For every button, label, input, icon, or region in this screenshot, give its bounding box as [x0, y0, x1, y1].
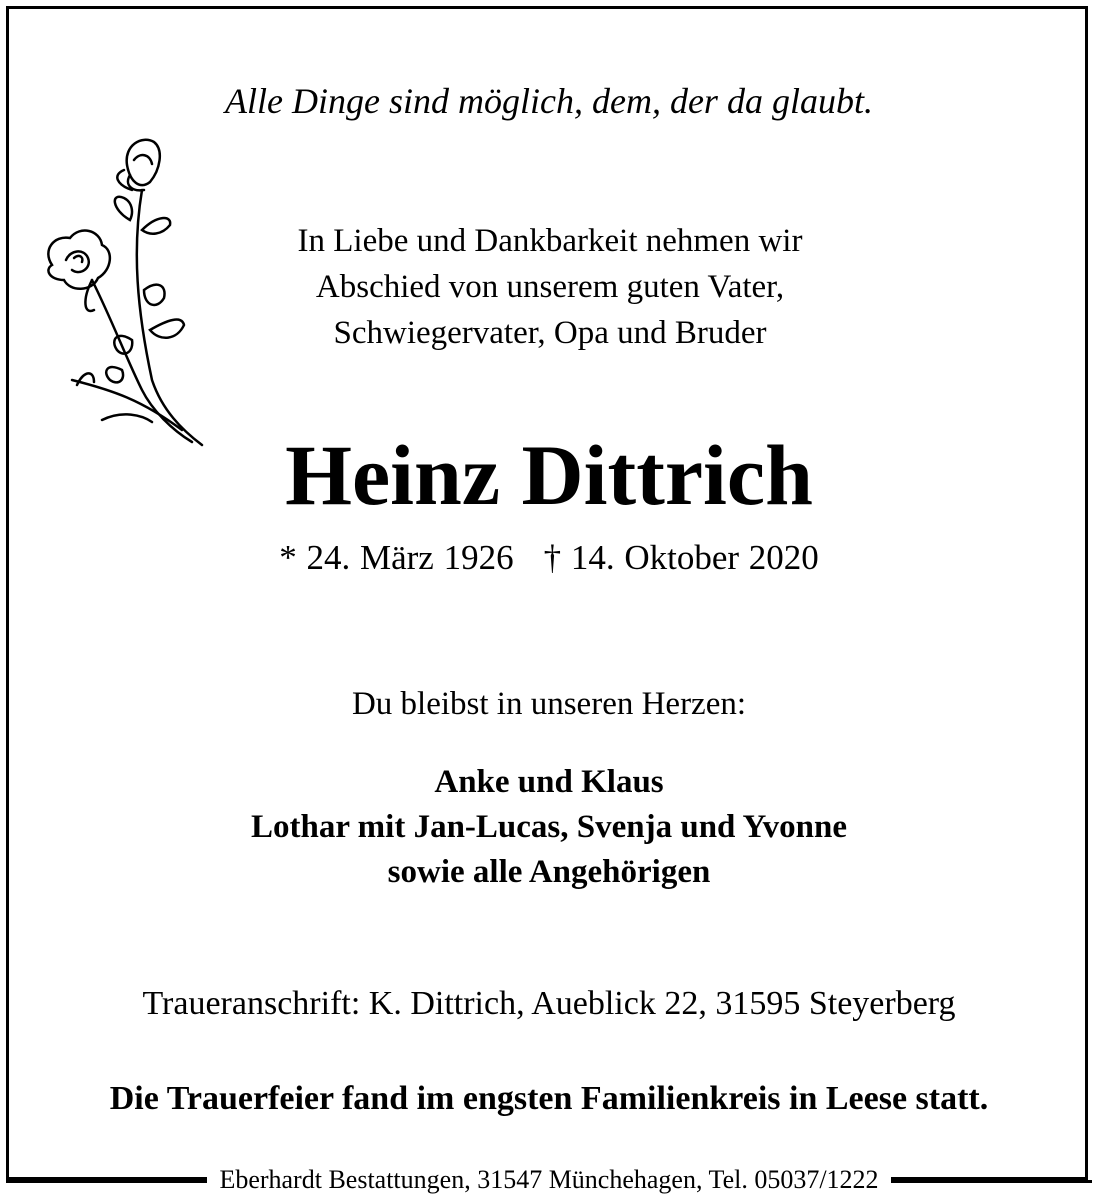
mourners-line: Anke und Klaus — [434, 764, 664, 800]
footer — [0, 1165, 1098, 1195]
intro-line: Schwiegervater, Opa und Bruder — [333, 315, 767, 351]
mourners-line: sowie alle Angehörigen — [387, 854, 711, 890]
mourners-list — [0, 760, 1098, 895]
rose-illustration — [32, 130, 212, 450]
intro-line: Abschied von unserem guten Vater, — [315, 269, 785, 305]
bible-verse: Alle Dinge sind möglich, dem, der da glaubt. — [225, 81, 873, 121]
funeral-home-info: Eberhardt Bestattungen, 31547 Münchehagen, Tel. 05037/1222 — [207, 1165, 890, 1194]
life-dates — [0, 538, 1098, 578]
mourning-address: Traueranschrift: K. Dittrich, Aueblick 22, 31595 Steyerberg — [142, 985, 956, 1022]
birth-date: * 24. März 1926 — [279, 538, 514, 577]
deceased-name: Heinz Dittrich — [285, 427, 813, 523]
funeral-notice: Die Trauerfeier fand im engsten Familienkreis in Leese statt. — [109, 1080, 989, 1117]
mourners-line: Lothar mit Jan-Lucas, Svenja und Yvonne — [251, 809, 847, 845]
intro-line: In Liebe und Dankbarkeit nehmen wir — [297, 223, 803, 259]
death-date: † 14. Oktober 2020 — [543, 538, 819, 577]
intro-text — [210, 218, 890, 356]
remembrance-line: Du bleibst in unseren Herzen: — [351, 686, 747, 722]
